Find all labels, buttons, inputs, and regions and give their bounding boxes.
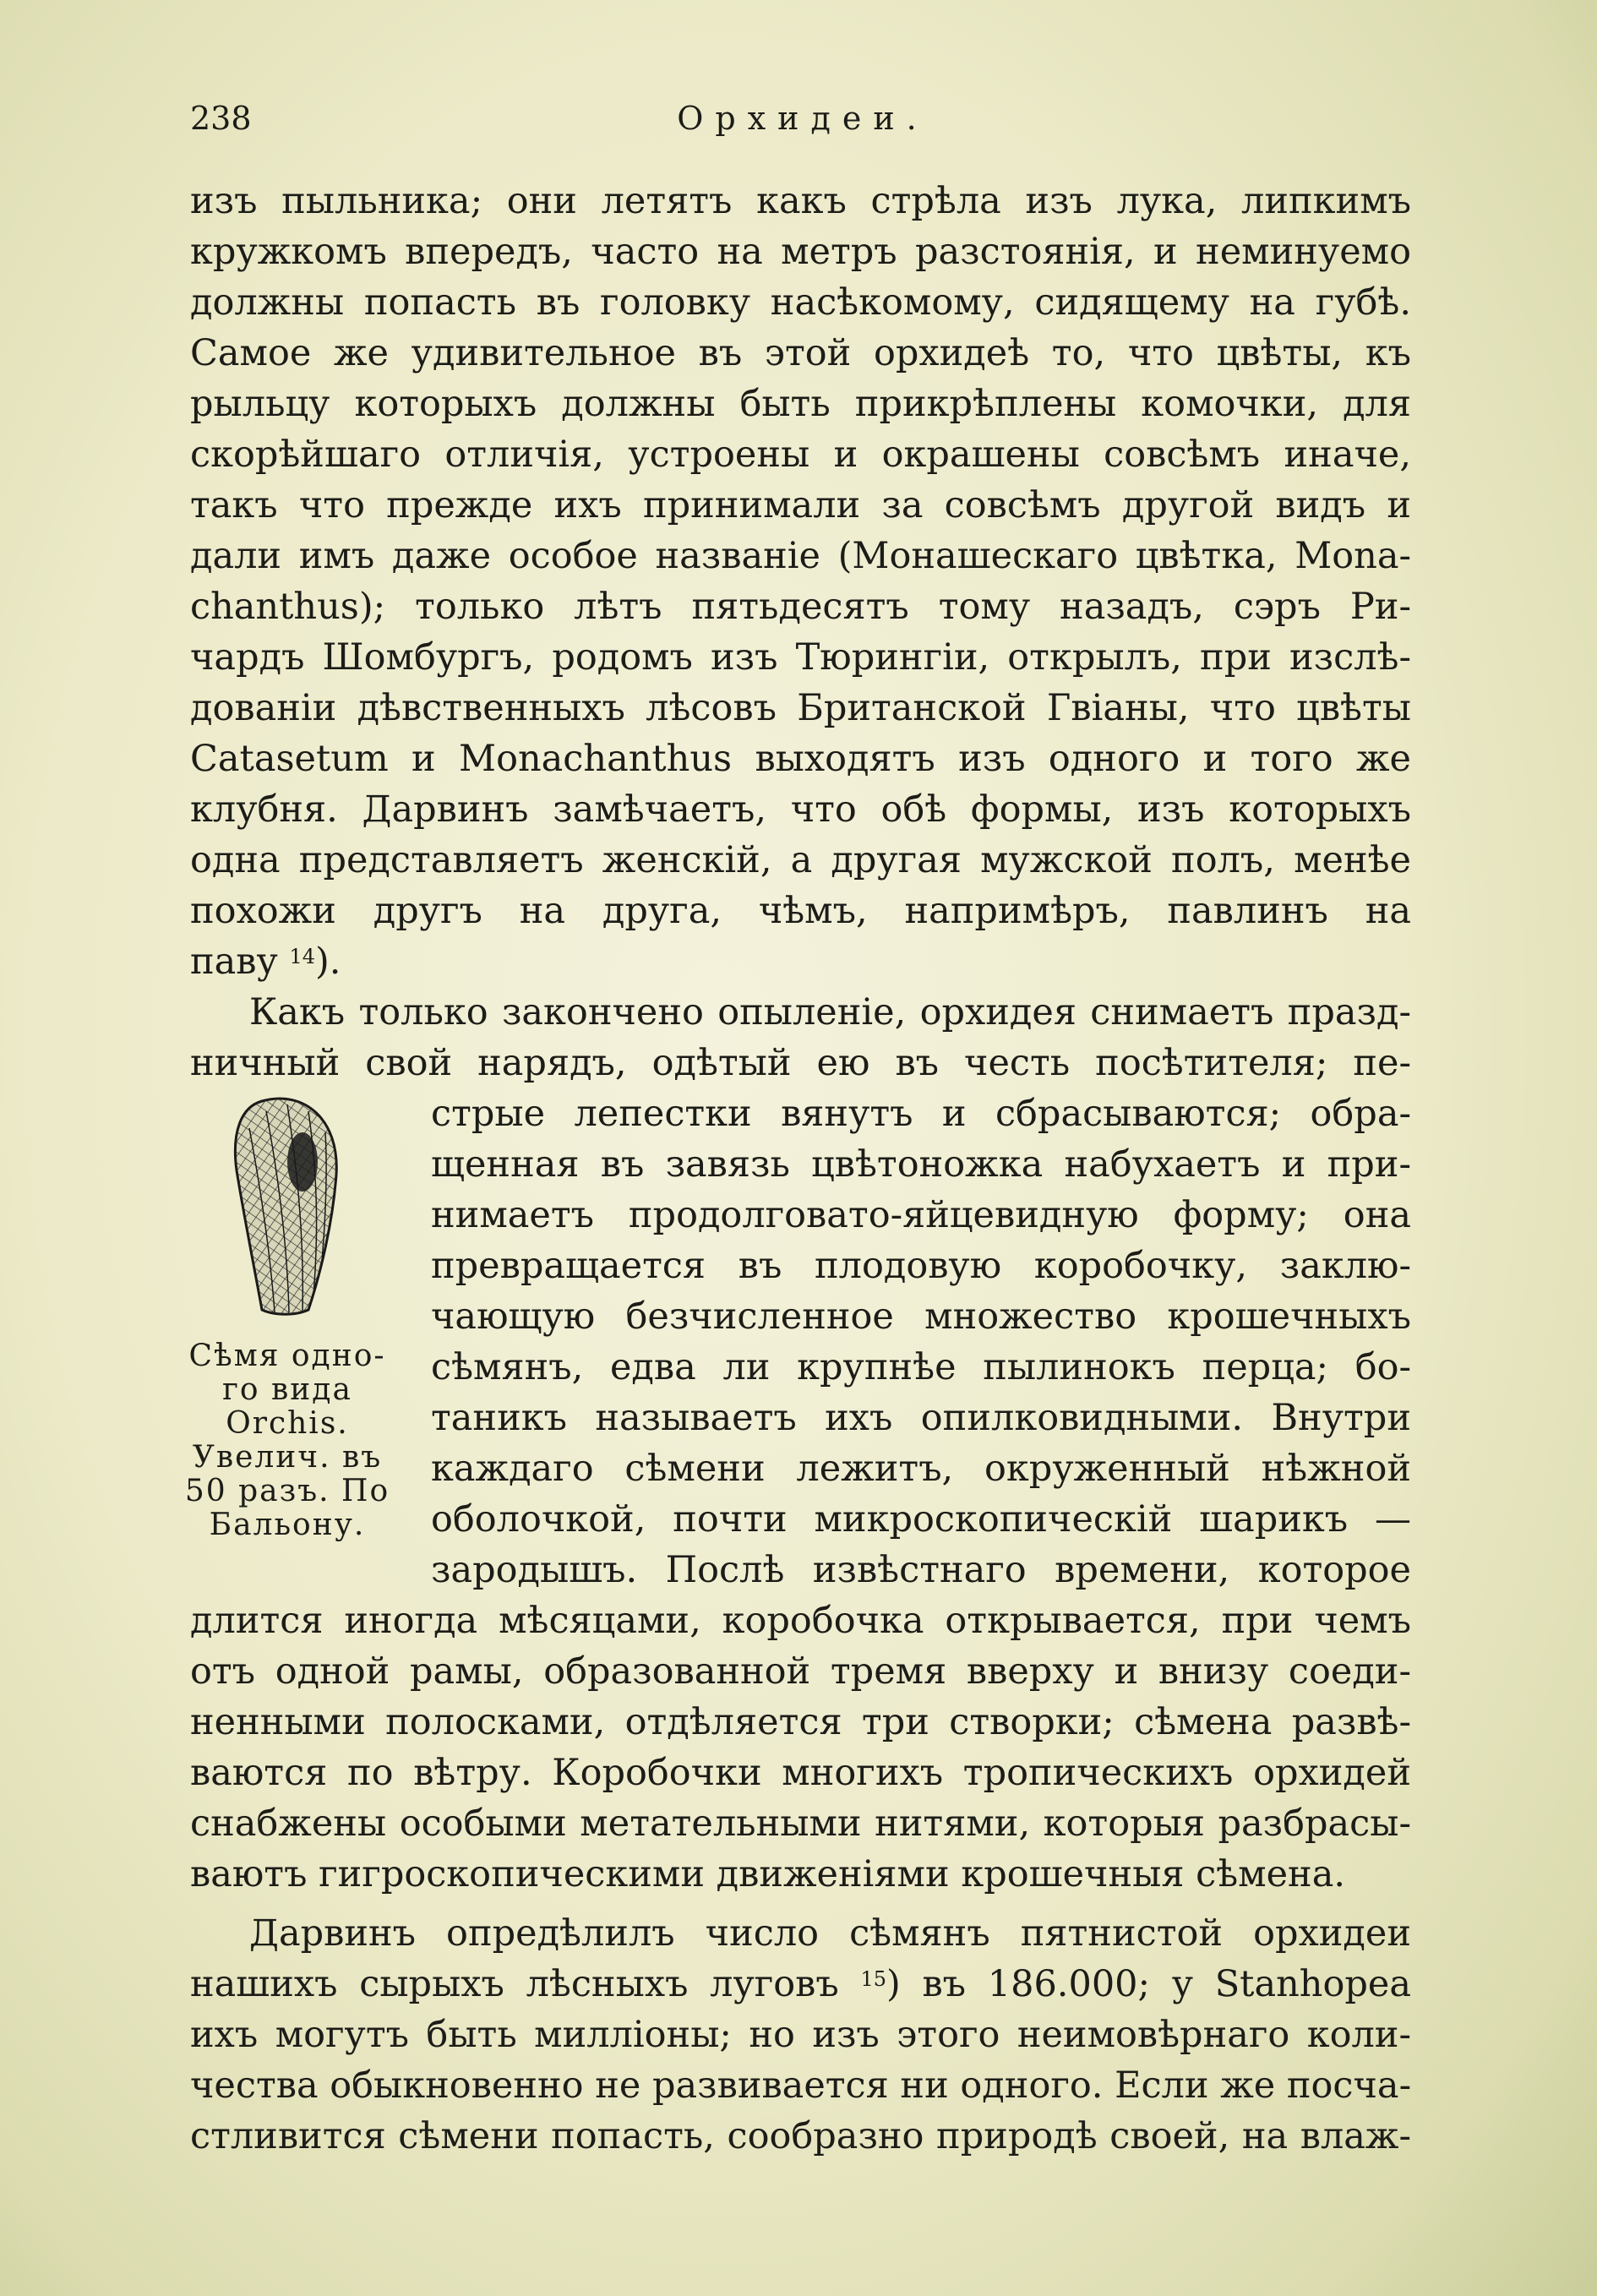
text-line: изъ пыльника; они летятъ какъ стрѣла изъ лука, липкимъ [190,180,1411,222]
text-line: оболочкой, почти микроскопическій шарикъ — [431,1498,1411,1541]
text-line: чающую безчисленное множество крошечныхъ [431,1295,1411,1338]
text-line: ваются по вѣтру. Коробочки многихъ тропическихъ орхидей [190,1752,1411,1794]
text-fragment: нашихъ сырыхъ лѣсныхъ луговъ [190,1963,839,2005]
text-line: ничный свой нарядъ, одѣтый ею въ честь посѣтителя; пе- [190,1042,1411,1084]
text-line: клубня. Дарвинъ замѣчаетъ, что обѣ формы, изъ которыхъ [190,788,1411,831]
text-line: такъ что прежде ихъ принимали за совсѣмъ другой видъ и [190,484,1411,526]
text-line: ненными полосками, отдѣляется три створки; сѣмена развѣ- [190,1701,1411,1743]
figure-caption-line: 50 разъ. По [184,1474,390,1508]
text-line: Самое же удивительное въ этой орхидеѣ то, что цвѣты, къ [190,332,1411,374]
text-line: chanthus); только лѣтъ пятьдесятъ тому назадъ, сэръ Ри- [190,586,1411,628]
text-line: нимаетъ продолговато-яйцевидную форму; она [431,1194,1411,1236]
footnote-ref: 15 [860,1967,886,1991]
text-line: Catasetum и Monachanthus выходятъ изъ одного и того же [190,738,1411,780]
figure-caption-line: Увелич. въ [192,1440,383,1475]
footnote-ref: 14 [289,945,316,968]
figure-caption-line: Бальону. [209,1508,366,1542]
text-fragment: ) въ 186.000; у Stanhopea [886,1963,1411,2005]
text-fragment: паву [190,941,278,983]
text-line: Дарвинъ опредѣлилъ число сѣмянъ пятнистой орхидеи [249,1912,1411,1955]
figure-caption-line: го вида [222,1372,352,1407]
page-number: 238 [190,100,252,137]
text-line: скорѣйшаго отличія, устроены и окрашены совсѣмъ иначе, [190,434,1411,476]
text-line: стрые лепестки вянутъ и сбрасываются; обра- [431,1093,1411,1135]
text-line: кружкомъ впередъ, часто на метръ разстоянія, и неминуемо [190,231,1411,273]
text-line: дованіи дѣвственныхъ лѣсовъ Британской Гвіаны, что цвѣты [190,687,1411,729]
text-line: сѣмянъ, едва ли крупнѣе пылинокъ перца; бо- [431,1346,1411,1388]
text-line: рыльцу которыхъ должны быть прикрѣплены комочки, для [190,383,1411,425]
text-line: превращается въ плодовую коробочку, заклю- [431,1245,1411,1287]
text-line [190,1959,1411,2010]
text-line: Какъ только закончено опыленіе, орхидея снимаетъ празд- [249,991,1411,1033]
text-line: ваютъ гигроскопическими движеніями крошечныя сѣмена. [190,1853,1346,1895]
running-title: Орхидеи. [677,100,929,137]
text-line: одна представляетъ женскій, а другая мужской полъ, менѣе [190,839,1411,881]
text-line: зародышъ. Послѣ извѣстнаго времени, которое [431,1549,1411,1591]
text-line: стливится сѣмени попасть, сообразно природѣ своей, на влаж- [190,2115,1411,2157]
text-line [190,936,1411,987]
text-line: должны попасть въ головку насѣкомому, сидящему на губѣ. [190,281,1411,324]
text-line: чардъ Шомбургъ, родомъ изъ Тюрингіи, открылъ, при изслѣ- [190,636,1411,679]
figure-caption-line: Orchis. [226,1406,349,1441]
text-line: каждаго сѣмени лежитъ, окруженный нѣжной [431,1448,1411,1490]
page-header [190,100,1415,150]
text-line: дали имъ даже особое названіе (Монашескаго цвѣтка, Mona- [190,535,1411,577]
orchis-seed-illustration [228,1094,342,1318]
figure-caption-line: Сѣмя одно- [188,1339,386,1373]
text-line: чества обыкновенно не развивается ни одного. Если же посча- [190,2064,1412,2107]
text-line: похожи другъ на друга, чѣмъ, напримѣръ, павлинъ на [190,890,1411,932]
text-line: снабжены особыми метательными нитями, которыя разбрасы- [190,1802,1411,1845]
text-line: щенная въ завязь цвѣтоножка набухаетъ и при- [431,1143,1411,1186]
text-line: таникъ называетъ ихъ опилковидными. Внутри [431,1397,1411,1439]
text-line: длится иногда мѣсяцами, коробочка открывается, при чемъ [190,1600,1411,1642]
text-fragment: ). [315,941,341,983]
text-line: отъ одной рамы, образованной тремя вверху и внизу соеди- [190,1650,1411,1693]
text-line: ихъ могутъ быть милліоны; но изъ этого неимовѣрнаго коли- [190,2014,1411,2056]
